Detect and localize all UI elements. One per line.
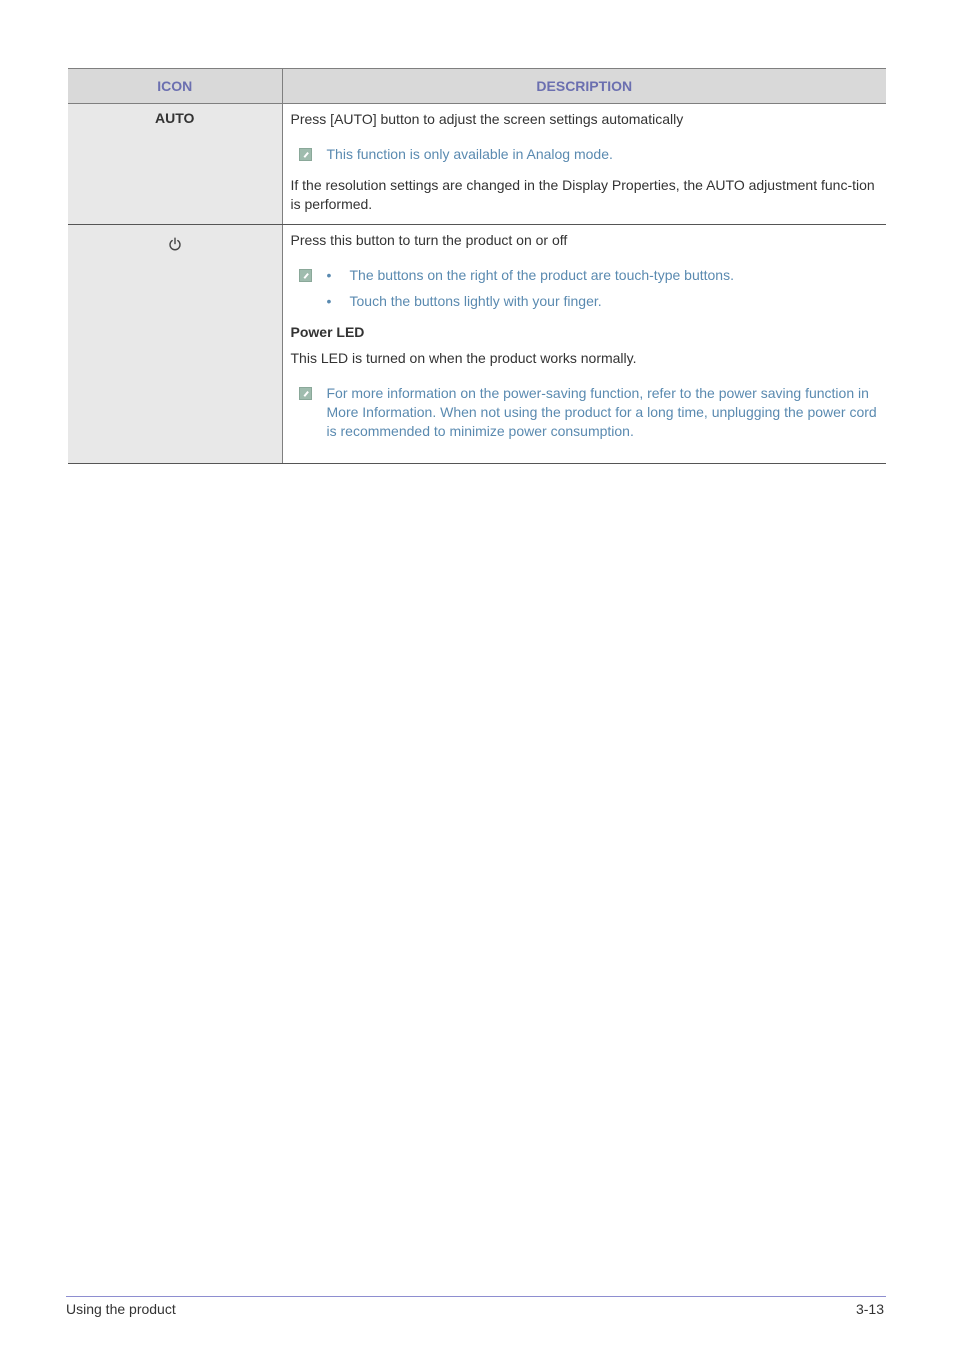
row-detail-text: If the resolution settings are changed in the Display Properties, the AUTO adjustment func-tion is performed. (290, 177, 875, 212)
note-text: This function is only available in Analog mode. (326, 146, 613, 162)
table-row (68, 225, 886, 464)
icon-cell (68, 225, 282, 464)
footer-page-number: 3-13 (855, 1301, 884, 1317)
header-description: DESCRIPTION (282, 69, 886, 104)
bullet-text: Touch the buttons lightly with your finger. (349, 293, 602, 309)
note-icon (299, 269, 312, 282)
button-description-table (68, 68, 886, 464)
note (291, 266, 879, 311)
power-led-text: This LED is turned on when the product works normally. (290, 350, 637, 366)
description-cell (282, 225, 886, 464)
note (291, 384, 879, 441)
note-icon (299, 148, 312, 161)
note-icon (299, 387, 312, 400)
power-led-heading: Power LED (290, 324, 365, 340)
bullet: • (326, 293, 332, 309)
table-header-row (68, 69, 886, 104)
note-text: For more information on the power-saving function, refer to the power saving function in More Information. When not using the product for a long time, unplugging the power cord is recommended to minimize power consumption. (326, 385, 877, 439)
list-item (327, 292, 879, 311)
auto-label: AUTO (155, 110, 195, 126)
row-intro-text: Press this button to turn the product on or off (290, 232, 568, 248)
footer-section-title: Using the product (66, 1301, 176, 1317)
bullet-text: The buttons on the right of the product are touch-type buttons. (349, 267, 734, 283)
icon-cell (68, 104, 282, 225)
table-row (68, 104, 886, 225)
bullet: • (326, 267, 332, 283)
list-item (327, 266, 879, 285)
row-intro-text: Press [AUTO] button to adjust the screen settings automatically (290, 111, 684, 127)
note (291, 145, 879, 164)
footer-divider (66, 1296, 886, 1297)
power-icon (168, 237, 182, 251)
note-bullet-list (327, 266, 879, 311)
description-cell (282, 104, 886, 225)
header-icon: ICON (68, 69, 282, 104)
